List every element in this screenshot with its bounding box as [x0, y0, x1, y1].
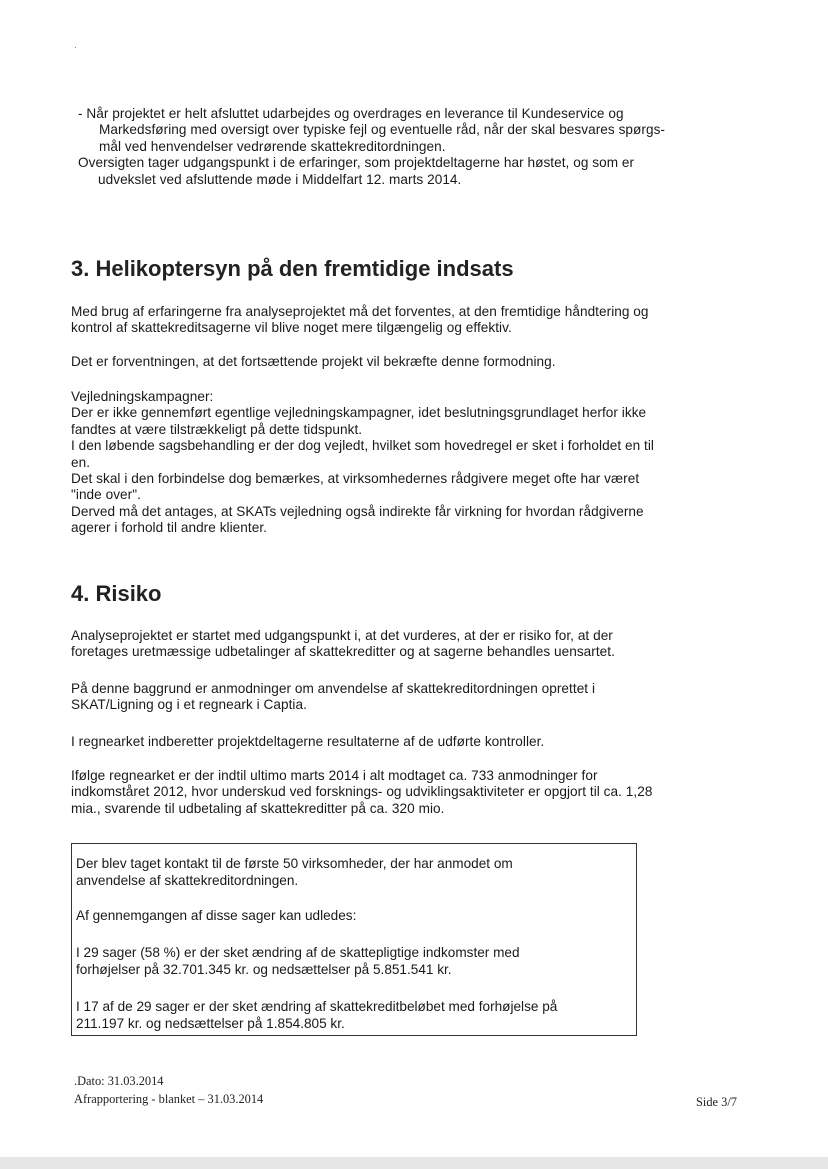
section-4-paragraph-2: [71, 681, 761, 714]
text-line: I den løbende sagsbehandling er der dog vejledt, hvilket som hovedregel er sket i forholdet en til: [71, 438, 654, 454]
section-4-heading: 4. Risiko: [71, 581, 162, 606]
section-3-paragraph-2: Det er forventningen, at det fortsættende projekt vil bekræfte denne formodning.: [71, 354, 556, 369]
text-line: 211.197 kr. og nedsættelser på 1.854.805 kr.: [76, 1015, 345, 1031]
text-line: indkomståret 2012, hvor underskud ved forsknings- og udviklingsaktiviteter er opgjort til ca. 1,28: [71, 784, 653, 800]
footer-report-title: Afrapportering - blanket – 31.03.2014: [74, 1092, 264, 1106]
findings-paragraph-2: Af gennemgangen af disse sager kan udledes:: [76, 908, 357, 923]
text-line: mia., svarende til udbetaling af skattekreditter på ca. 320 mio.: [71, 800, 445, 816]
footer-page-number: Side 3/7: [696, 1095, 737, 1109]
overview-line: Oversigten tager udgangspunkt i de erfaringer, som projektdeltagerne har høstet, og som er: [78, 155, 635, 171]
text-line: På denne baggrund er anmodninger om anvendelse af skattekreditordningen oprettet i: [71, 681, 596, 696]
bullet-line: - Når projektet er helt afsluttet udarbejdes og overdrages en leverance til Kundeservice og: [78, 106, 624, 121]
section-4-paragraph-4: [71, 768, 761, 817]
text-line: anvendelse af skattekreditordningen.: [76, 872, 299, 888]
section-3-heading: 3. Helikoptersyn på den fremtidige indsats: [71, 256, 514, 281]
text-line: I 29 sager (58 %) er der sket ændring af de skattepligtige indkomster med: [76, 945, 520, 960]
text-line: en.: [71, 454, 91, 470]
findings-paragraph-1: [76, 856, 632, 890]
text-line: kontrol af skattekreditsagerne vil blive noget mere tilgængelig og effektiv.: [71, 320, 512, 336]
findings-box: [71, 843, 637, 1036]
campaign-block: [71, 389, 761, 537]
intro-block: [78, 106, 758, 188]
text-line: Der er ikke gennemført egentlige vejledningskampagner, idet beslutningsgrundlaget herfor ikke: [71, 405, 647, 421]
text-line: agerer i forhold til andre klienter.: [71, 520, 267, 536]
campaign-label: Vejledningskampagner:: [71, 389, 214, 404]
text-line: Det skal i den forbindelse dog bemærkes, at virksomhedernes rådgivere meget ofte har været: [71, 471, 640, 487]
text-line: fandtes at være tilstrækkeligt på dette tidspunkt.: [71, 421, 363, 437]
text-line: SKAT/Ligning og i et regneark i Captia.: [71, 697, 307, 713]
page-marker: .: [74, 40, 77, 51]
scan-edge: [0, 1157, 828, 1169]
text-line: I 17 af de 29 sager er der sket ændring af skattekreditbeløbet med forhøjelse på: [76, 999, 558, 1014]
section-3-paragraph-1: [71, 304, 761, 337]
findings-paragraph-3: [76, 945, 632, 979]
text-line: foretages uretmæssige udbetalinger af skattekreditter og at sagerne behandles uensartet.: [71, 644, 615, 660]
overview-line: udvekslet ved afsluttende møde i Middelfart 12. marts 2014.: [98, 171, 462, 187]
text-line: "inde over".: [71, 487, 141, 503]
text-line: Analyseprojektet er startet med udgangspunkt i, at det vurderes, at der er risiko for, at der: [71, 628, 613, 643]
text-line: Derved må det antages, at SKATs vejledning også indirekte får virkning for hvordan rådgiverne: [71, 503, 644, 519]
section-4-paragraph-1: [71, 628, 761, 661]
text-line: Med brug af erfaringerne fra analyseprojektet må det forventes, at den fremtidige håndtering og: [71, 304, 649, 319]
text-line: Der blev taget kontakt til de første 50 virksomheder, der har anmodet om: [76, 856, 513, 871]
section-4-paragraph-3: I regnearket indberetter projektdeltagerne resultaterne af de udførte kontroller.: [71, 734, 545, 749]
bullet-line: mål ved henvendelser vedrørende skattekreditordningen.: [99, 138, 446, 154]
footer-date: .Dato: 31.03.2014: [74, 1074, 164, 1088]
bullet-line: Markedsføring med oversigt over typiske fejl og eventuelle råd, når der skal besvares spørgs-: [99, 122, 666, 138]
findings-paragraph-4: [76, 999, 632, 1033]
text-line: forhøjelser på 32.701.345 kr. og nedsættelser på 5.851.541 kr.: [76, 961, 452, 977]
text-line: Ifølge regnearket er der indtil ultimo marts 2014 i alt modtaget ca. 733 anmodninger for: [71, 768, 598, 783]
